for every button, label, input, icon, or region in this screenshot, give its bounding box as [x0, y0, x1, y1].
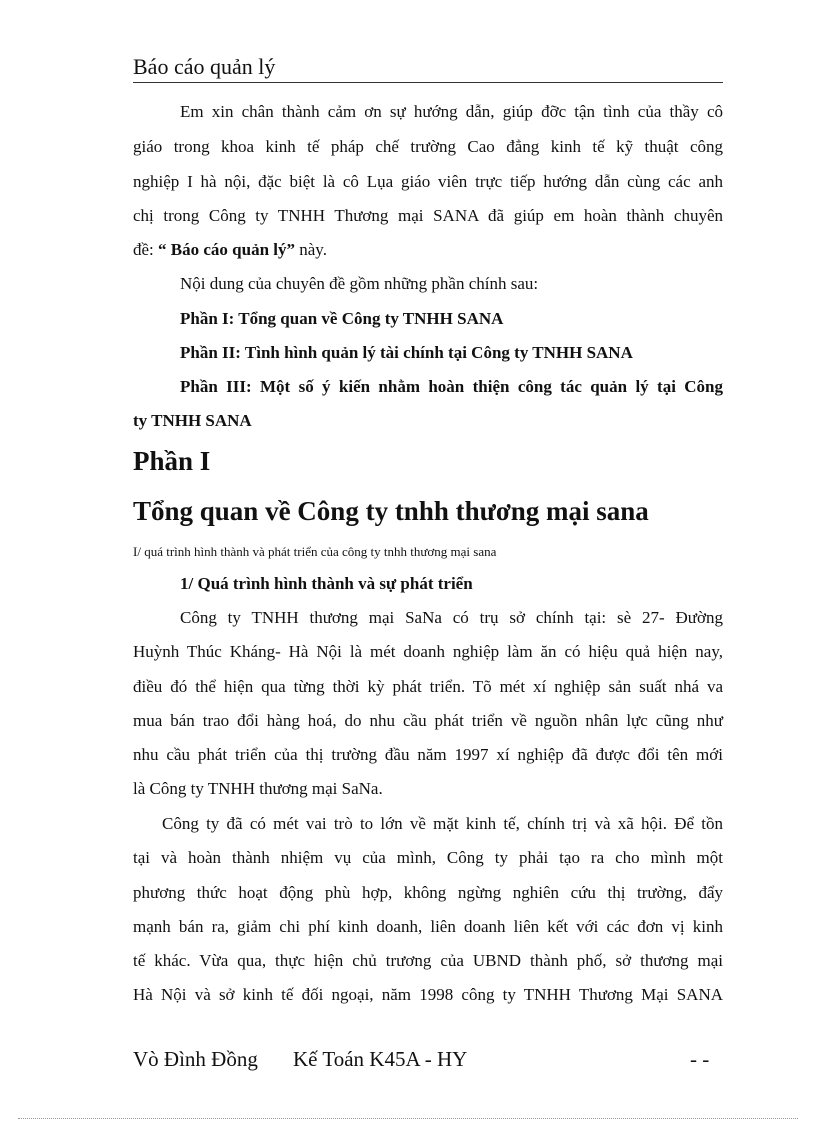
intro-last-prefix: đề: [133, 240, 159, 259]
para1-line-5: nhu cầu phát triển của thị trường đầu năm 1997 xí nghiệp đã được đổi tên mới [133, 745, 723, 764]
intro-last-suffix: này. [295, 240, 327, 259]
report-title-quote: “ Báo cáo quản lý” [158, 240, 296, 259]
section-title: Tổng quan về Công ty tnhh thương mại sana [133, 496, 649, 526]
intro-line-5 [133, 238, 327, 262]
footer-class: Kế Toán K45A - HY [293, 1047, 468, 1071]
contents-part-3-line-2: ty TNHH SANA [133, 411, 252, 430]
contents-intro: Nội dung của chuyên đề gồm những phần chính sau: [180, 274, 539, 293]
intro-line-2: giáo trong khoa kinh tế pháp chế trường Cao đẳng kinh tế kỹ thuật công [133, 137, 723, 156]
contents-part-1: Phần I: Tổng quan về Công ty TNHH SANA [180, 309, 504, 328]
para2-line-2: tại và hoàn thành nhiệm vụ của mình, Công ty phải tạo ra cho mình một [133, 848, 723, 867]
para2-line-1: Công ty đã có mét vai trò to lớn về mặt kinh tế, chính trị và xã hội. Để tồn [162, 814, 723, 833]
para1-line-2: Huỳnh Thúc Kháng- Hà Nội là mét doanh nghiệp làm ăn có hiệu quả hiện nay, [133, 642, 723, 661]
para1-line-1: Công ty TNHH thương mại SaNa có trụ sở chính tại: sè 27- Đường [180, 608, 723, 627]
header-divider [133, 82, 723, 83]
contents-part-2: Phần II: Tình hình quản lý tài chính tại Công ty TNHH SANA [180, 343, 633, 362]
para2-line-3: phương thức hoạt động phù hợp, không ngừng nghiên cứu thị trường, đẩy [133, 883, 723, 902]
intro-line-3: nghiệp I hà nội, đặc biệt là cô Lụa giáo viên trực tiếp hướng dẫn cùng các anh [133, 172, 723, 191]
para1-line-3: điều đó thể hiện qua từng thời kỳ phát triển. Tõ mét xí nghiệp sản suất nhá va [133, 677, 723, 696]
para1-line-6: là Công ty TNHH thương mại SaNa. [133, 779, 383, 798]
intro-line-4: chị trong Công ty TNHH Thương mại SANA đã giúp em hoàn thành chuyên [133, 206, 723, 225]
section-subheading: I/ quá trình hình thành và phát triển của công ty tnhh thương mại sana [133, 544, 497, 559]
subsection-heading: 1/ Quá trình hình thành và sự phát triển [180, 574, 473, 593]
footer-page-number: - - [690, 1047, 710, 1071]
page-header-title: Báo cáo quản lý [133, 54, 276, 79]
para1-line-4: mua bán trao đổi hàng hoá, do nhu cầu phát triển về nguồn nhân lực cũng như [133, 711, 723, 730]
contents-part-3-line-1: Phần III: Một số ý kiến nhằm hoàn thiện công tác quản lý tại Công [180, 377, 723, 396]
part-heading: Phần I [133, 446, 211, 476]
footer-author: Vò Đình Đồng [133, 1047, 258, 1071]
para2-line-4: mạnh bán ra, giảm chi phí kinh doanh, liên doanh liên kết với các đơn vị kinh [133, 917, 723, 936]
para2-line-5: tế khác. Vừa qua, thực hiện chủ trương của UBND thành phố, sở thương mại [133, 951, 723, 970]
intro-line-1: Em xin chân thành cảm ơn sự hướng dẫn, giúp đỡc tận tình của thầy cô [180, 102, 723, 121]
para2-line-6: Hà Nội và sở kinh tế đối ngoại, năm 1998 công ty TNHH Thương Mại SANA [133, 985, 723, 1004]
page-bottom-border [18, 1118, 798, 1119]
